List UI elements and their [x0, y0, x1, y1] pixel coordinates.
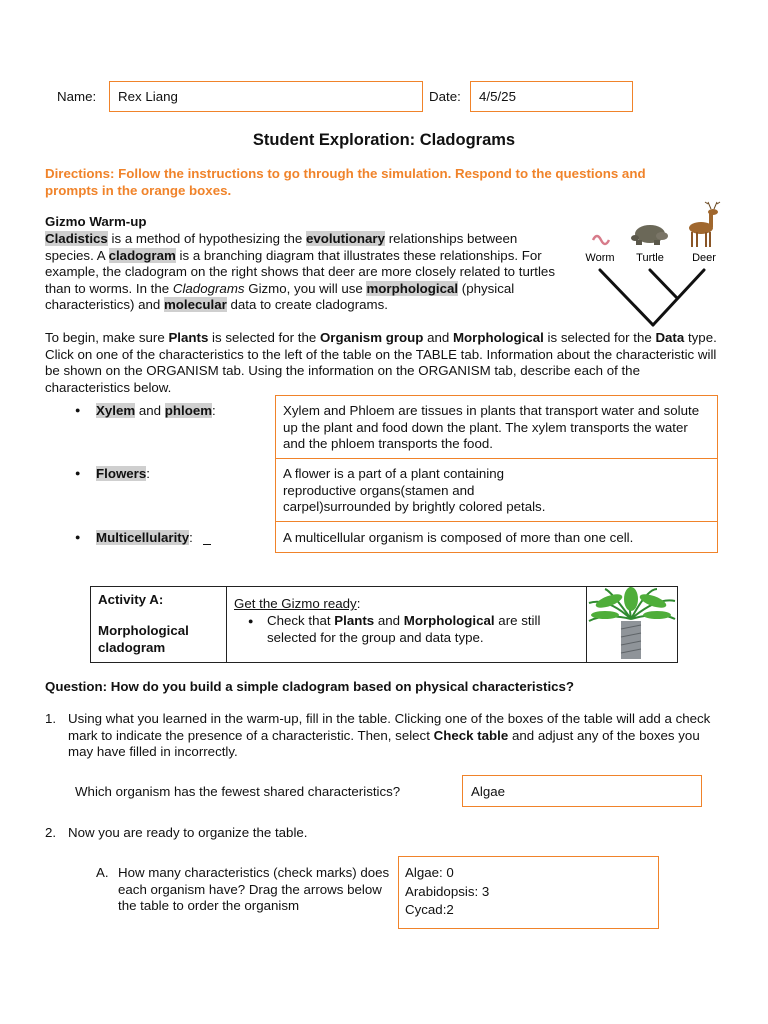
warmup-paragraph: Cladistics is a method of hypothesizing the evolutionary relationships between species. A cladogram is a branching diagram that illustrates these relationships. For example, the cladogram on the right shows that deer are more closely related to turtles than to worms. In the Cladograms Gizmo, you will use morphological (physical characteristics) and molecular data to create cladograms.: [45, 231, 555, 312]
term-morphological: morphological: [366, 280, 459, 296]
warmup-heading: Gizmo Warm-up: [45, 214, 147, 229]
answer-multicellularity[interactable]: A multicellular organism is composed of more than one cell.: [275, 521, 718, 553]
blank-line: [203, 532, 211, 545]
cladogram-label-turtle: Turtle: [636, 252, 664, 264]
bullet: ●: [75, 405, 81, 415]
characteristic-flowers: ● Flowers:: [75, 466, 150, 481]
cladogram-diagram: [578, 200, 728, 330]
bullet: ●: [75, 532, 81, 542]
get-ready-heading: Get the Gizmo ready: [234, 596, 357, 611]
q2-number: 2.: [45, 825, 57, 840]
date-field[interactable]: 4/5/25: [470, 81, 633, 112]
name-field[interactable]: Rex Liang: [109, 81, 423, 112]
q1-answer[interactable]: Algae: [462, 775, 702, 807]
cladogram-branches: [600, 270, 704, 325]
activity-subtitle: Morphological cladogram: [98, 623, 189, 655]
q1-number: 1.: [45, 711, 57, 726]
q2a-label: A.: [96, 865, 109, 880]
answer-xylem-phloem[interactable]: Xylem and Phloem are tissues in plants that transport water and solute up the plant and food down the plant. The xylem transports the water and the phloem transports the food.: [275, 395, 718, 459]
question-heading: Question: How do you build a simple cladogram based on physical characteristics?: [45, 679, 575, 694]
name-label: Name:: [57, 89, 97, 104]
characteristic-xylem-phloem: ● Xylem and phloem:: [75, 403, 216, 418]
term-cladistics: Cladistics: [45, 231, 108, 246]
term-molecular: molecular: [163, 297, 227, 312]
cladogram-figure: [578, 200, 728, 330]
cladogram-label-deer: Deer: [692, 252, 716, 264]
answer-flowers[interactable]: A flower is a part of a plant containing reproductive organs(stamen and carpel)surrounded by brightly colored petals.: [275, 458, 718, 522]
date-label: Date:: [429, 89, 461, 104]
term-evolutionary: evolutionary: [305, 231, 385, 246]
activity-title: Activity A:: [98, 592, 164, 607]
cladogram-label-worm: Worm: [585, 252, 615, 264]
cycad-plant-icon: [587, 587, 676, 659]
characteristic-multicellularity: ● Multicellularity:: [75, 530, 265, 545]
q1-subquestion: Which organism has the fewest shared characteristics?: [75, 784, 401, 799]
q2a-text: How many characteristics (check marks) does each organism have? Drag the arrows below the table to order the organism: [118, 865, 390, 913]
worm-icon: [593, 236, 609, 244]
directions: Directions: Follow the instructions to go through the simulation. Respond to the questions and prompts in the orange boxes.: [45, 166, 646, 198]
activity-check-item: ● Check that Plants and Morphological are still selected for the group and data type.: [248, 613, 541, 645]
bullet: ●: [75, 468, 81, 478]
deer-icon: [689, 202, 720, 247]
activity-image-cell: [587, 587, 678, 663]
turtle-icon: [631, 225, 668, 245]
q2a-answer[interactable]: Algae: 0 Arabidopsis: 3 Cycad:2: [398, 856, 659, 929]
instructions-paragraph: To begin, make sure Plants is selected for the Organism group and Morphological is selected for the Data type. Click on one of the characteristics to the left of the table on the TABLE tab. Information about the characteristic will be shown on the ORGANISM tab. Using the information on the ORGANISM tab, describe each of the characteristics below.: [45, 330, 717, 395]
page-title: Student Exploration: Cladograms: [252, 131, 516, 149]
q2-text: Now you are ready to organize the table.: [68, 825, 308, 840]
activity-title-cell: [91, 587, 227, 663]
q1-text: Using what you learned in the warm-up, fill in the table. Clicking one of the boxes of the table will add a check mark to indicate the presence of a characteristic. Then, select Check table and adjust any of the boxes you may have filled in incorrectly.: [68, 711, 711, 759]
term-cladogram: cladogram: [108, 247, 176, 263]
activity-table: [90, 586, 678, 663]
activity-instructions-cell: Get the Gizmo ready: ● Check that Plants and Morphological are still selected for the group and data type.: [227, 587, 587, 663]
